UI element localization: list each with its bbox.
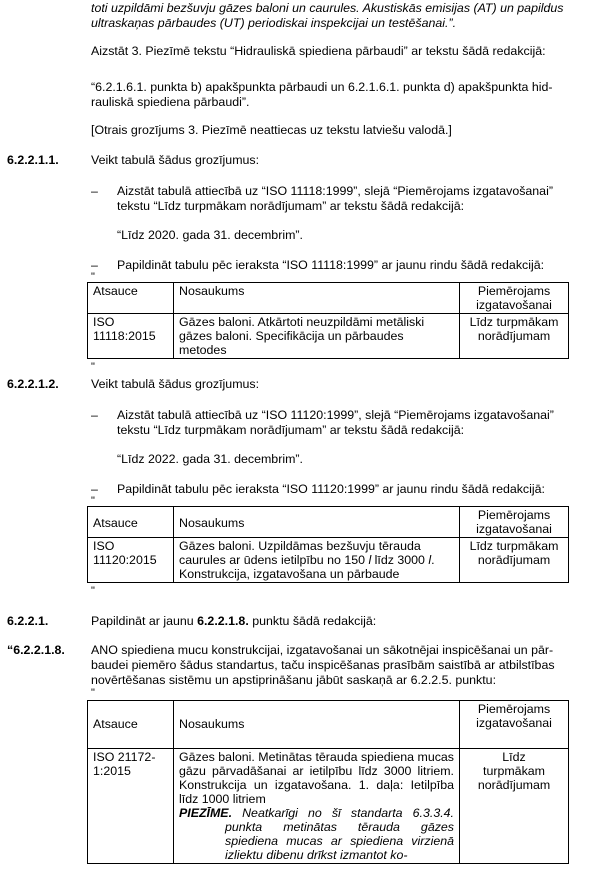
section-number-6-2-2-1-2: 6.2.2.1.2. xyxy=(7,377,59,391)
table-iso-11120 xyxy=(87,506,569,583)
cell-applicable: Līdz turpmākam norādījumam xyxy=(460,749,569,864)
note-label: PIEZĪME. xyxy=(179,806,233,820)
col-header-applicable: Piemērojams izgatavošanai xyxy=(460,283,569,314)
s2-item1-line-2: tekstu “Līdz turpmākam norādījumam” ar tekstu šādā redakcijā: xyxy=(117,423,465,437)
cell-title-text: Gāzes baloni. Metinātas tērauda spiediena mucas gāzu pārvadāšanai ar ietilpību līdz 3000 litriem. Konstrukcija un izgatavošana. 1. daļa: Ietilpība līdz 1000 litriem xyxy=(179,750,454,806)
section-number-6-2-2-1: 6.2.2.1. xyxy=(7,614,49,628)
table-header-row xyxy=(88,507,569,538)
cell-reference: ISO 21172-1:2015 xyxy=(88,749,174,864)
col-header-title: Nosaukums xyxy=(174,701,460,749)
table-row xyxy=(88,538,569,583)
cell-title xyxy=(174,749,460,864)
section-reference: 6.2.2.1.8. xyxy=(197,614,249,628)
section-text-part: punktu šādā redakcijā: xyxy=(248,614,377,628)
col-header-title: Nosaukums xyxy=(174,283,460,314)
litre-unit: l xyxy=(428,553,432,567)
section-text-part: Papildināt ar jaunu xyxy=(91,614,198,628)
s1-item1-line-2: tekstu “Līdz turpmākam norādījumam” ar tekstu šādā redakcijā: xyxy=(117,199,465,213)
section-text-6-2-2-1-1: Veikt tabulā šādus grozījumus: xyxy=(91,153,260,167)
intro-line-1: toti uzpildāmi bezšuvju gāzes baloni un caurules. Akustiskās emisijas (AT) un papildus xyxy=(91,1,564,15)
dash-marker: – xyxy=(91,408,98,422)
cell-title-part: . Konstrukcija, izgatavošana un pārbaude xyxy=(179,553,435,581)
open-quote-mark: " xyxy=(91,271,95,283)
dash-marker: – xyxy=(91,184,98,198)
s4-line-2: baudei piemēro šādus standartus, taču inspicēšanas prasībām saistībā ar atbilstības xyxy=(91,658,555,672)
s1-item2: Papildināt tabulu pēc ieraksta “ISO 11118:1999” ar jaunu rindu šādā redakcijā: xyxy=(117,258,545,272)
s1-item1-line-1: Aizstāt tabulā attiecībā uz “ISO 11118:1999”, slejā “Piemērojams izgatavošanai” xyxy=(117,184,553,198)
col-header-reference: Atsauce xyxy=(88,701,174,749)
intro-paragraph-2-line-1: “6.2.1.6.1. punkta b) apakšpunkta pārbaudi un 6.2.1.6.1. punkta d) apakšpunkta hid- xyxy=(91,80,553,94)
close-quote-mark: " xyxy=(91,361,95,373)
cell-title-part: Gāzes baloni. Uzpildāmas bezšuvju tērauda caurules ar ūdens ietilpību no 150 xyxy=(179,539,421,567)
section-number-6-2-2-1-8: “6.2.2.1.8. xyxy=(7,643,65,657)
table-iso-11118 xyxy=(87,282,569,359)
col-header-reference: Atsauce xyxy=(88,283,174,314)
cell-reference: ISO 11118:2015 xyxy=(88,314,174,359)
litre-unit: l xyxy=(368,553,372,567)
intro-line-2: ultraskaņas pārbaudes (UT) periodiskai inspekcijai un testēšanai.”. xyxy=(91,16,457,30)
s1-item1-quote: “Līdz 2020. gada 31. decembrim”. xyxy=(117,228,303,242)
cell-title: Gāzes baloni. Atkārtoti neuzpildāmi metāliski gāzes baloni. Specifikācija un pārbaudes metodes xyxy=(174,314,460,359)
cell-title xyxy=(174,538,460,583)
intro-paragraph-1: Aizstāt 3. Piezīmē tekstu “Hidrauliskā spiediena pārbaudi” ar tekstu šādā redakcijā: xyxy=(91,44,546,58)
cell-reference: ISO 11120:2015 xyxy=(88,538,174,583)
col-header-applicable: Piemērojams izgatavošanai xyxy=(460,701,569,749)
col-header-applicable: Piemērojams izgatavošanai xyxy=(460,507,569,538)
dash-marker: – xyxy=(91,258,98,272)
note-text: Neatkarīgi no šī standarta 6.3.3.4. punkta metinātas tērauda gāzes spiediena mucas ar spiediena virzienā izliektu dibenu drīkst izmantot ko- xyxy=(225,806,454,862)
close-quote-mark: " xyxy=(91,585,95,597)
table-note xyxy=(179,806,454,862)
dash-marker: – xyxy=(91,482,98,496)
cell-applicable: Līdz turpmākam norādījumam xyxy=(460,538,569,583)
section-text-6-2-2-1-2: Veikt tabulā šādus grozījumus: xyxy=(91,377,260,391)
table-row xyxy=(88,314,569,359)
table-header-row xyxy=(88,701,569,749)
s2-item1-quote: “Līdz 2022. gada 31. decembrim”. xyxy=(117,452,303,466)
open-quote-mark: " xyxy=(91,495,95,507)
intro-paragraph-3: [Otrais grozījums 3. Piezīmē neattiecas uz tekstu latviešu valodā.] xyxy=(91,123,452,137)
intro-paragraph-2-line-2: rauliskā spiediena pārbaudi”. xyxy=(91,95,250,109)
cell-applicable: Līdz turpmākam norādījumam xyxy=(460,314,569,359)
s2-item2: Papildināt tabulu pēc ieraksta “ISO 11120:1999” ar jaunu rindu šādā redakcijā: xyxy=(117,482,545,496)
open-quote-mark: " xyxy=(91,687,95,699)
cell-title-part: līdz 3000 xyxy=(371,553,429,567)
s4-line-1: ANO spiediena mucu konstrukcijai, izgatavošanai un sākotnējai inspicēšanai un pār- xyxy=(91,643,554,657)
col-header-title: Nosaukums xyxy=(174,507,460,538)
table-iso-21172 xyxy=(87,700,569,864)
col-header-reference: Atsauce xyxy=(88,507,174,538)
s4-line-3: novērtēšanas sistēmu un apstiprināšanu jābūt saskaņā ar 6.2.2.5. punktu: xyxy=(91,673,497,687)
table-row xyxy=(88,749,569,864)
s2-item1-line-1: Aizstāt tabulā attiecībā uz “ISO 11120:1999”, slejā “Piemērojams izgatavošanai” xyxy=(117,408,554,422)
section-number-6-2-2-1-1: 6.2.2.1.1. xyxy=(7,153,59,167)
section-text-6-2-2-1 xyxy=(91,614,376,629)
table-header-row xyxy=(88,283,569,314)
